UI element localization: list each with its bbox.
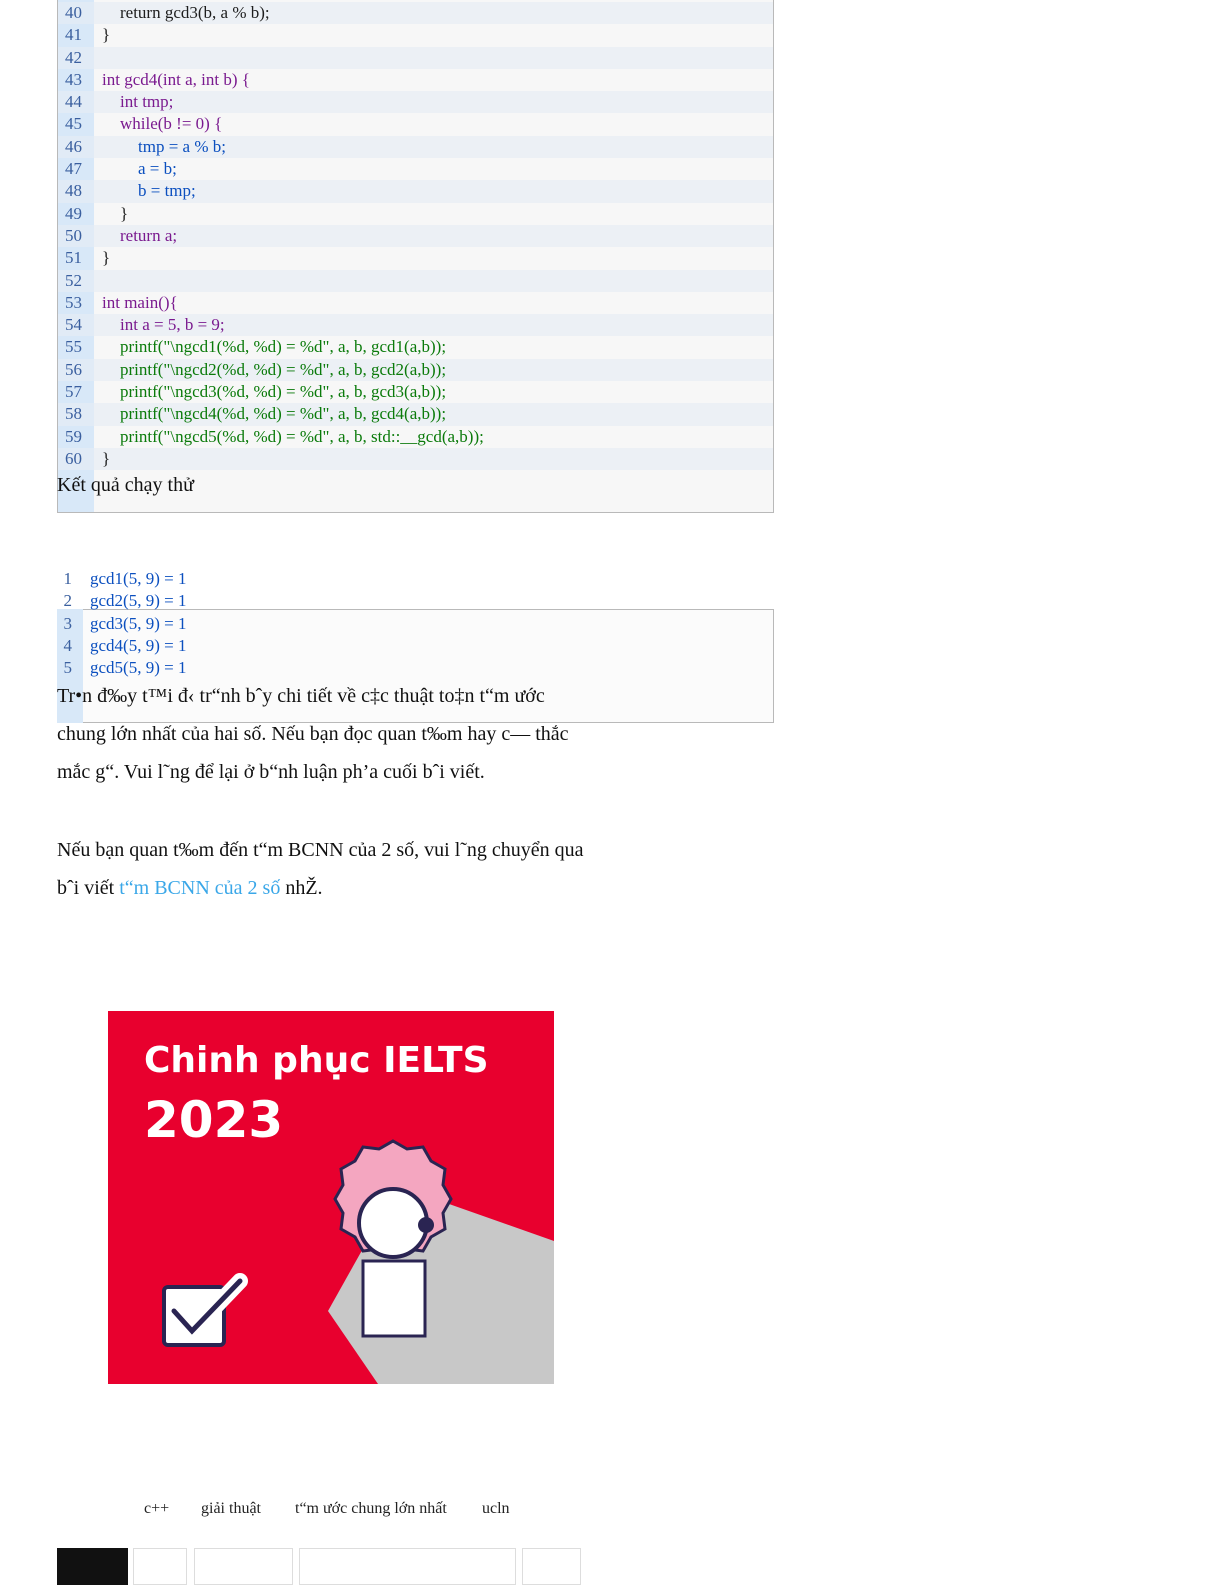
- code-text: printf("\ngcd4(%d, %d) = %d", a, b, gcd4(a,b));: [120, 404, 447, 424]
- paragraph-line: Nếu bạn quan t‰m đến t“m BCNN của 2 số, vui l˜ng chuyển qua: [57, 839, 584, 861]
- banner-title: Chinh phục IELTS: [144, 1040, 489, 1081]
- code-line: [58, 270, 773, 292]
- code-line: [58, 69, 773, 91]
- code-text: return a;: [120, 225, 178, 245]
- ielts-banner[interactable]: [108, 1011, 554, 1384]
- tag-link[interactable]: c++: [144, 1500, 170, 1517]
- line-number: 3: [63, 613, 72, 633]
- code-line: [58, 314, 773, 336]
- code-text: int a = 5, b = 9;: [120, 315, 225, 335]
- line-number: 60: [65, 448, 82, 468]
- output-line: [57, 613, 457, 635]
- code-line: [58, 2, 773, 24]
- code-text: printf("\ngcd3(%d, %d) = %d", a, b, gcd3(a,b));: [120, 382, 447, 402]
- output-text: gcd1(5, 9) = 1: [90, 569, 187, 588]
- code-text: }: [120, 203, 129, 223]
- line-number: 44: [65, 92, 82, 112]
- tag-link[interactable]: ucln: [482, 1500, 510, 1517]
- code-line: [58, 448, 773, 470]
- line-number: 47: [65, 159, 82, 179]
- line-number: 56: [65, 359, 82, 379]
- line-number: 4: [63, 635, 72, 655]
- code-text: int tmp;: [120, 92, 174, 112]
- share-button[interactable]: [194, 1548, 293, 1585]
- paragraph-text: nhŽ.: [280, 877, 323, 899]
- line-number: 52: [65, 270, 82, 290]
- output-lines: [57, 568, 457, 679]
- line-number: 58: [65, 404, 82, 424]
- line-number: 55: [65, 337, 82, 357]
- code-text: return gcd3(b, a % b);: [120, 3, 270, 22]
- line-number: 49: [65, 203, 82, 223]
- code-block: [57, 0, 774, 513]
- output-text: gcd3(5, 9) = 1: [90, 613, 187, 633]
- code-text: }: [102, 248, 111, 268]
- line-number: 50: [65, 225, 82, 245]
- line-number: 41: [65, 25, 82, 45]
- code-text: b = tmp;: [138, 181, 196, 201]
- share-button[interactable]: [522, 1548, 581, 1585]
- share-button[interactable]: [57, 1548, 128, 1585]
- code-line: [58, 203, 773, 225]
- line-number: 40: [65, 3, 82, 22]
- code-text: printf("\ngcd2(%d, %d) = %d", a, b, gcd2(a,b));: [120, 359, 447, 379]
- code-line: [58, 225, 773, 247]
- output-line: [57, 568, 457, 590]
- line-number: 2: [63, 591, 72, 611]
- code-line: [58, 292, 773, 314]
- code-line: [58, 247, 773, 269]
- share-button[interactable]: [133, 1548, 187, 1585]
- code-text: int main(){: [102, 292, 178, 312]
- code-line: [58, 24, 773, 46]
- line-number: 43: [65, 69, 82, 89]
- code-line: [58, 113, 773, 135]
- output-text: gcd5(5, 9) = 1: [90, 658, 187, 678]
- run-result-caption: Kết quả chạy thử: [57, 474, 194, 496]
- code-text: }: [102, 448, 111, 468]
- line-number: 1: [63, 569, 72, 588]
- line-number: 46: [65, 136, 82, 156]
- line-number: 45: [65, 114, 82, 134]
- paragraph-line: Tr•n đ‰y t™i đ‹ tr“nh bˆy chi tiết về c‡c thuật to‡n t“m ước: [57, 685, 545, 707]
- paragraph-line: chung lớn nhất của hai số. Nếu bạn đọc quan t‰m hay c— thắc: [57, 723, 569, 745]
- line-number: 57: [65, 382, 82, 402]
- code-line: [58, 180, 773, 202]
- code-line: [58, 426, 773, 448]
- tag-link[interactable]: giải thuật: [201, 1500, 261, 1517]
- output-text: gcd4(5, 9) = 1: [90, 635, 187, 655]
- paragraph-text: bˆi viết: [57, 877, 120, 899]
- paragraph-line: [57, 869, 323, 907]
- code-line: [58, 403, 773, 425]
- code-line: [58, 359, 773, 381]
- tag-link[interactable]: t“m ước chung lớn nhất: [295, 1500, 447, 1517]
- lcm-article-link[interactable]: t“m BCNN của 2 số: [119, 877, 281, 899]
- code-text: int gcd4(int a, int b) {: [102, 69, 250, 89]
- code-line: [58, 381, 773, 403]
- paragraph-line: mắc g“. Vui l˜ng để lại ở b“nh luận ph’a cuối bˆi viết.: [57, 761, 485, 783]
- code-line: [58, 47, 773, 69]
- line-number: 48: [65, 181, 82, 201]
- code-text: printf("\ngcd1(%d, %d) = %d", a, b, gcd1(a,b));: [120, 337, 447, 357]
- code-text: tmp = a % b;: [138, 136, 226, 156]
- line-number: 51: [65, 248, 82, 268]
- line-number: 53: [65, 292, 82, 312]
- line-number: 59: [65, 426, 82, 446]
- code-line: [58, 158, 773, 180]
- output-text: gcd2(5, 9) = 1: [90, 591, 187, 611]
- line-number: 5: [63, 658, 72, 678]
- code-text: while(b != 0) {: [120, 114, 223, 134]
- code-text: a = b;: [138, 159, 177, 179]
- output-line: [57, 590, 457, 612]
- code-line: [58, 336, 773, 358]
- checkbox-check-icon: [164, 1281, 240, 1345]
- line-number: 42: [65, 47, 82, 67]
- code-text: }: [102, 25, 111, 45]
- output-line: [57, 635, 457, 657]
- code-line: [58, 91, 773, 113]
- banner-year: 2023: [144, 1091, 284, 1149]
- share-button[interactable]: [299, 1548, 516, 1585]
- code-text: printf("\ngcd5(%d, %d) = %d", a, b, std::__gcd(a,b));: [120, 426, 484, 446]
- code-line: [58, 136, 773, 158]
- line-number: 54: [65, 315, 82, 335]
- code-lines: [58, 2, 773, 470]
